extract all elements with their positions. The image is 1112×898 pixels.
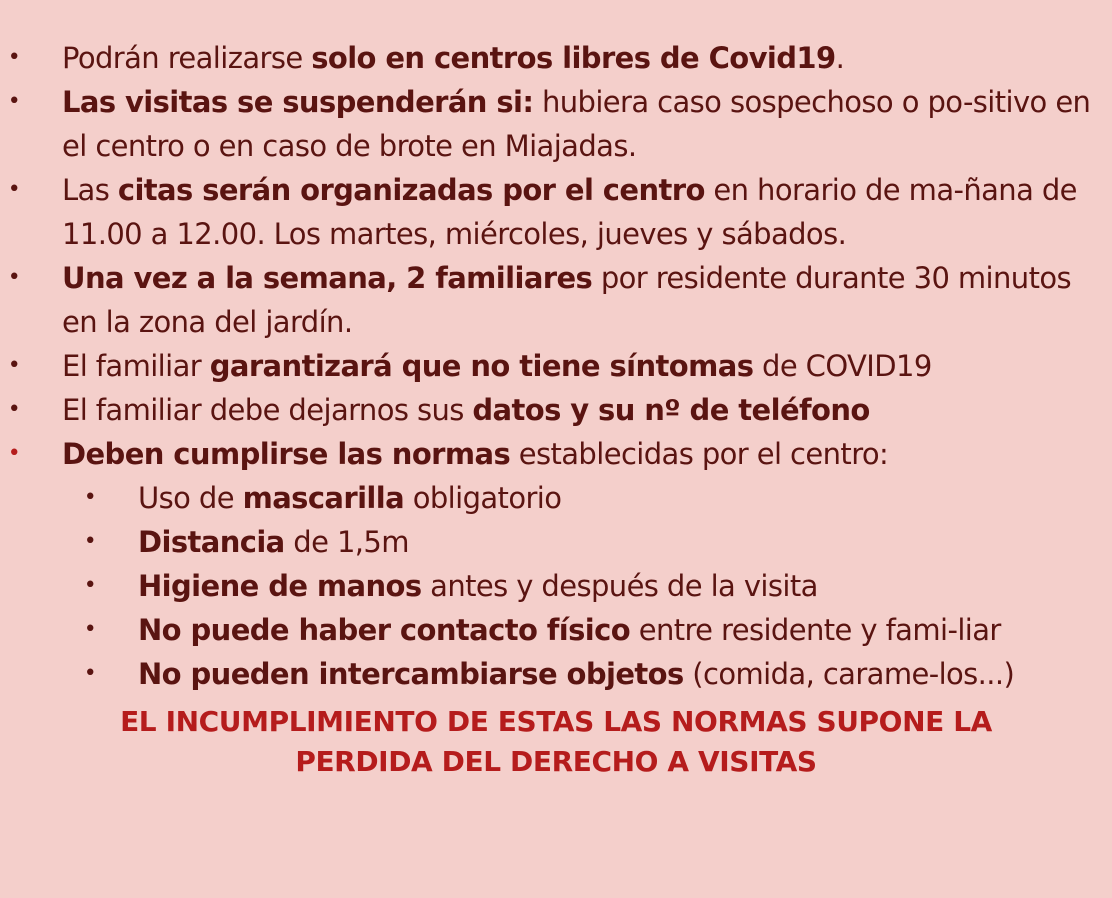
rule-emphasis-text: Higiene de manos [138,569,422,603]
rule-item [0,388,1094,432]
rule-text: El familiar [62,349,210,383]
rule-emphasis-text: Deben cumplirse las normas [62,437,511,471]
rule-item [0,36,1094,80]
sub-rule-item [0,520,1094,564]
sub-rule-item [0,476,1094,520]
sub-rules-list [0,476,1094,696]
rule-text: por residente durante 30 minutos en la zona del jardín. [62,261,1071,339]
rule-text: entre residente y fami-liar [630,613,1001,647]
rule-emphasis-text: datos y su nº de teléfono [472,393,870,427]
rule-item [0,344,1094,388]
bullet-icon: • [7,45,21,70]
rule-text: El familiar debe dejarnos sus [62,393,473,427]
sub-rule-item [0,608,1094,652]
rule-emphasis-text: solo en centros libres de Covid19 [311,41,836,75]
rule-text: de 1,5m [284,525,409,559]
bullet-icon: • [7,353,21,378]
rule-text: Uso de [138,481,243,515]
sub-rule-item [0,564,1094,608]
rule-emphasis-text: No pueden intercambiarse objetos [138,657,684,691]
bullet-icon: • [7,441,21,466]
bullet-icon: • [83,661,97,686]
rules-list [0,36,1094,696]
bullet-icon: • [7,89,21,114]
warning-line-2: PERDIDA DEL DERECHO A VISITAS [295,745,817,778]
rule-text: obligatorio [404,481,562,515]
bullet-icon: • [7,265,21,290]
rule-text: Las [62,173,118,207]
rule-text: de COVID19 [753,349,932,383]
rule-item [0,432,1094,476]
bullet-icon: • [83,529,97,554]
bullet-icon: • [83,485,97,510]
sub-rule-item [0,652,1094,696]
rule-emphasis-text: Las visitas se suspenderán si: [62,85,534,119]
rule-text: en horario de ma-ñana de 11.00 a 12.00. Los martes, miércoles, jueves y sábados. [62,173,1077,251]
rule-text: . [835,41,845,75]
warning-footer [0,702,1094,782]
bullet-icon: • [83,617,97,642]
rule-item [0,168,1094,256]
rule-text: establecidas por el centro: [510,437,889,471]
rule-emphasis-text: Una vez a la semana, 2 familiares [62,261,593,295]
rule-text: Podrán realizarse [62,41,312,75]
rule-emphasis-text: citas serán organizadas por el centro [117,173,705,207]
rule-text: antes y después de la visita [421,569,818,603]
rule-item [0,80,1094,168]
warning-line-1: EL INCUMPLIMIENTO DE ESTAS LAS NORMAS SUPONE LA [120,705,992,738]
bullet-icon: • [7,397,21,422]
rule-emphasis-text: Distancia [138,525,285,559]
rule-emphasis-text: No puede haber contacto físico [138,613,631,647]
rule-emphasis-text: mascarilla [242,481,405,515]
rule-text: hubiera caso sospechoso o po-sitivo en el centro o en caso de brote en Miajadas. [62,85,1091,163]
rule-emphasis-text: garantizará que no tiene síntomas [209,349,754,383]
bullet-icon: • [83,573,97,598]
bullet-icon: • [7,177,21,202]
rule-text: (comida, carame-los...) [683,657,1015,691]
rule-item [0,256,1094,344]
